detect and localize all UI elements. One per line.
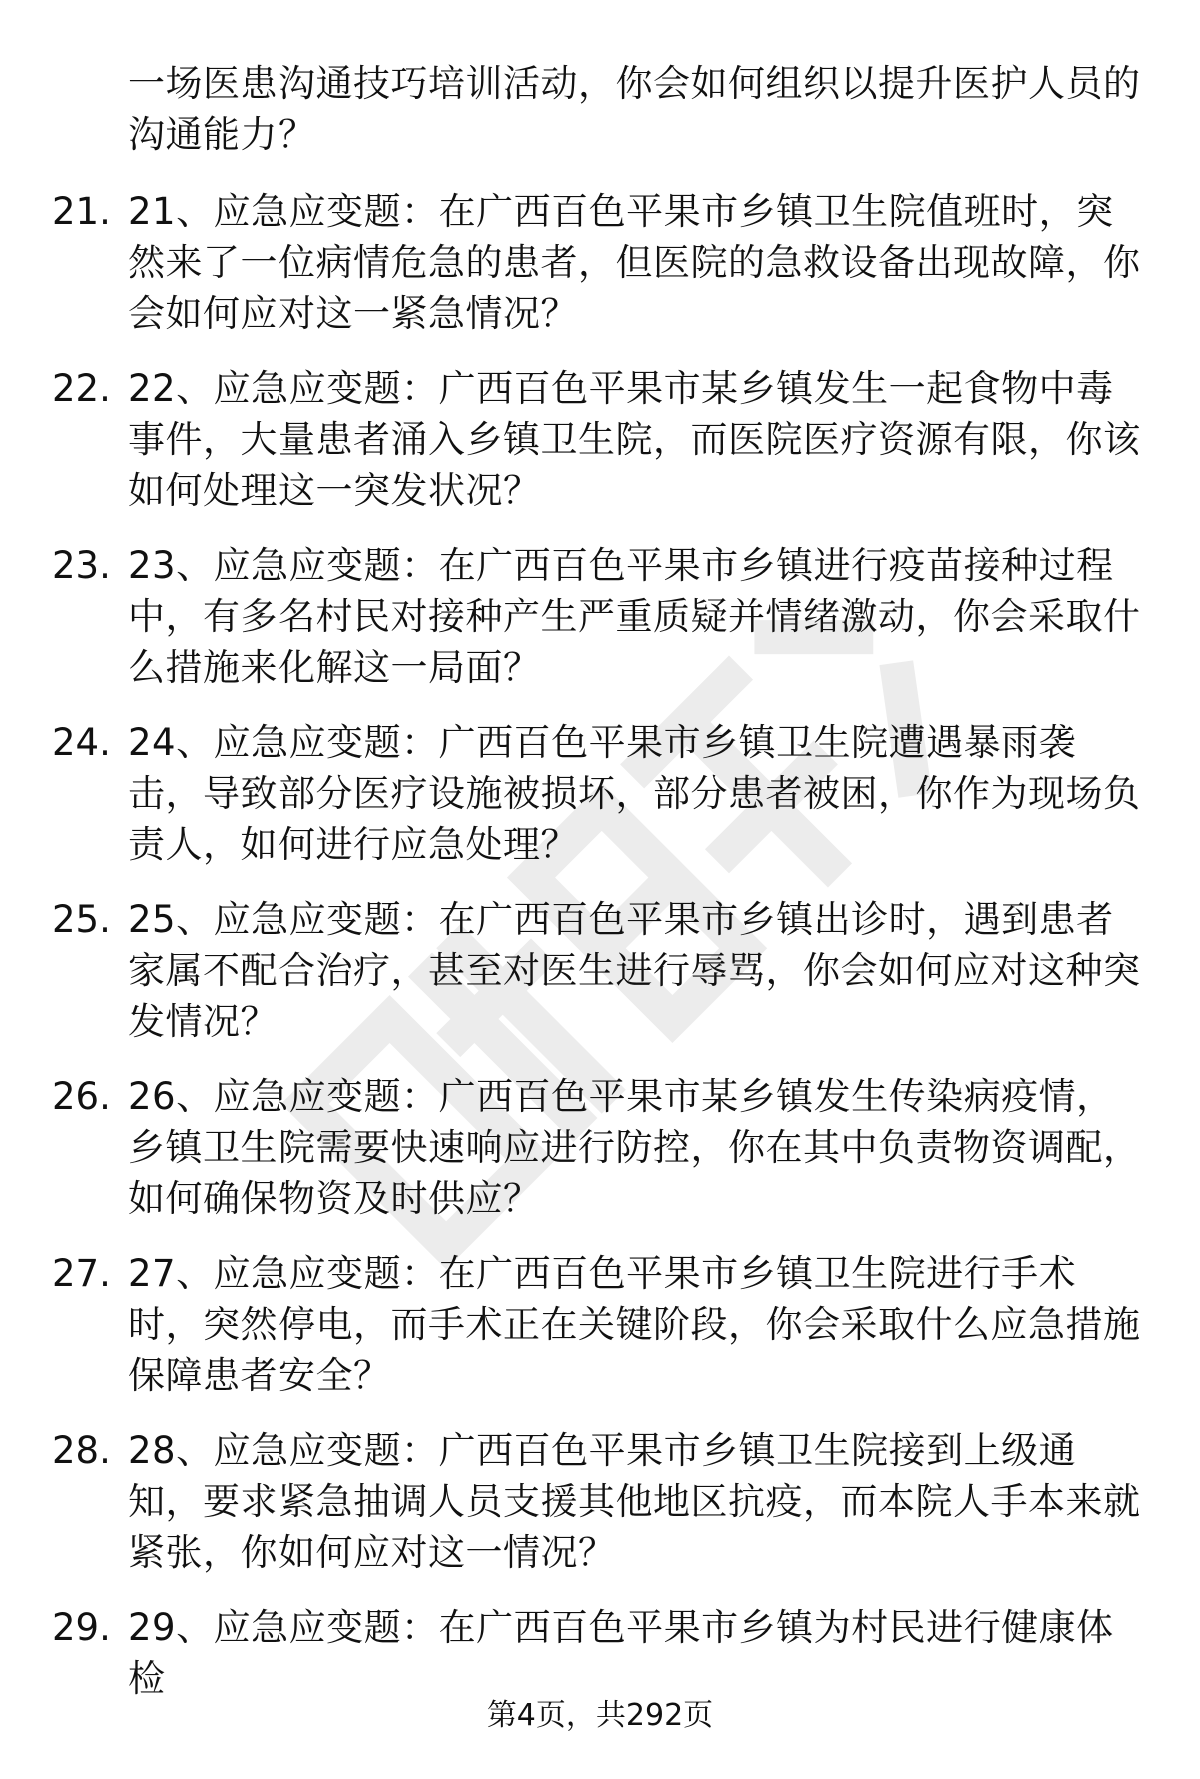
- question-text: 25、应急应变题：在广西百色平果市乡镇出诊时，遇到患者家属不配合治疗，甚至对医生进行辱骂，你会如何应对这种突发情况？: [128, 898, 1141, 1043]
- question-text: 24、应急应变题：广西百色平果市乡镇卫生院遭遇暴雨袭击，导致部分医疗设施被损坏，部分患者被困，你作为现场负责人，如何进行应急处理？: [128, 721, 1141, 866]
- question-number: 27.: [52, 1252, 111, 1295]
- previous-question-continuation: 一场医患沟通技巧培训活动，你会如何组织以提升医护人员的沟通能力？: [128, 62, 1141, 156]
- question-number: 26.: [52, 1075, 111, 1118]
- list-item: [0, 363, 1200, 540]
- list-item: [0, 717, 1200, 894]
- list-item: [0, 1248, 1200, 1425]
- question-number: 21.: [52, 190, 111, 233]
- question-text: 23、应急应变题：在广西百色平果市乡镇进行疫苗接种过程中，有多名村民对接种产生严重质疑并情绪激动，你会采取什么措施来化解这一局面？: [128, 544, 1141, 689]
- question-list: [0, 186, 1200, 1779]
- question-text: 26、应急应变题：广西百色平果市某乡镇发生传染病疫情，乡镇卫生院需要快速响应进行防控，你在其中负责物资调配，如何确保物资及时供应？: [128, 1075, 1141, 1220]
- question-text: 21、应急应变题：在广西百色平果市乡镇卫生院值班时，突然来了一位病情危急的患者，但医院的急救设备出现故障，你会如何应对这一紧急情况？: [128, 190, 1141, 335]
- question-number: 24.: [52, 721, 111, 764]
- question-text: 29、应急应变题：在广西百色平果市乡镇为村民进行健康体检: [128, 1606, 1114, 1700]
- list-item: [0, 540, 1200, 717]
- list-item: [0, 1602, 1200, 1779]
- question-text: 27、应急应变题：在广西百色平果市乡镇卫生院进行手术时，突然停电，而手术正在关键阶段，你会采取什么应急措施保障患者安全？: [128, 1252, 1141, 1397]
- question-number: 25.: [52, 898, 111, 941]
- question-number: 22.: [52, 367, 111, 410]
- list-item: [0, 894, 1200, 1071]
- list-item: [0, 1071, 1200, 1248]
- list-item: [0, 1425, 1200, 1602]
- page-number-footer: 第4页，共292页: [486, 1698, 714, 1733]
- list-item: [0, 186, 1200, 363]
- question-number: 29.: [52, 1606, 111, 1649]
- question-text: 22、应急应变题：广西百色平果市某乡镇发生一起食物中毒事件，大量患者涌入乡镇卫生院，而医院医疗资源有限，你该如何处理这一突发状况？: [128, 367, 1141, 512]
- question-number: 28.: [52, 1429, 111, 1472]
- question-number: 23.: [52, 544, 111, 587]
- question-text: 28、应急应变题：广西百色平果市乡镇卫生院接到上级通知，要求紧急抽调人员支援其他地区抗疫，而本院人手本来就紧张，你如何应对这一情况？: [128, 1429, 1141, 1574]
